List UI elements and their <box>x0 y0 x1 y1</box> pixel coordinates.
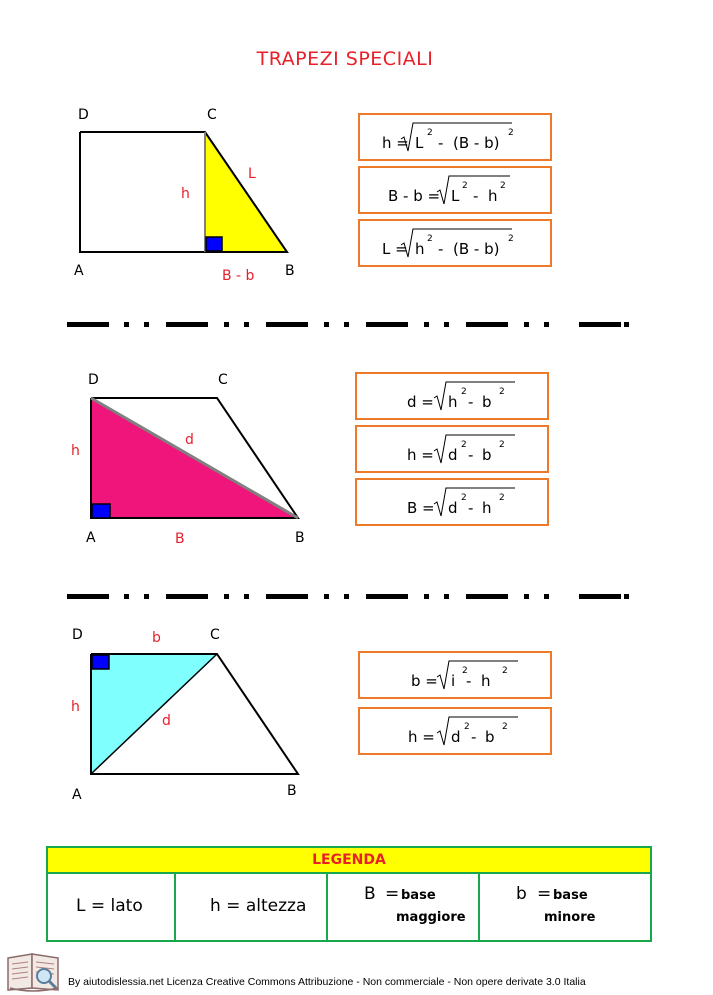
formula-box-d <box>355 372 549 420</box>
figure1-label-D: D <box>78 107 89 123</box>
legend-word-base: base <box>401 888 436 903</box>
formula-term-b: b <box>482 446 492 464</box>
formula-exp-a: 2 <box>464 722 470 732</box>
formula-exp-b: 2 <box>502 722 508 732</box>
formula-lhs: h = <box>408 728 435 746</box>
formula-term-a: L <box>451 187 460 205</box>
figure1-label-L: L <box>248 166 256 182</box>
legend-cell-lato <box>48 874 176 940</box>
formula-box-h <box>358 113 552 161</box>
footer-license: By aiutodislessia.net Licenza Creative Commons Attribuzione - Non commerciale - Non opere derivate 3.0 Italia <box>68 976 586 988</box>
figure2-label-A: A <box>86 530 96 546</box>
figure3-label-d: d <box>162 713 171 729</box>
formula-exp-a: 2 <box>462 666 468 676</box>
formula-exp-b: 2 <box>499 440 505 450</box>
figure2-label-B: B <box>295 530 305 546</box>
formula-exp-b: 2 <box>508 128 514 138</box>
figure3-label-A: A <box>72 787 82 803</box>
formula-lhs: h = <box>407 446 434 464</box>
legend-cell-base-minore <box>480 874 650 940</box>
formula-lhs: b = <box>411 672 438 690</box>
formula-term-b: b <box>485 728 495 746</box>
formula-term-b: (B - b) <box>453 134 500 152</box>
formula-box-b <box>358 651 552 699</box>
formula-term-a: i <box>451 672 456 690</box>
formula-op: - <box>466 672 472 690</box>
figure3-label-b: b <box>152 630 161 646</box>
legend-eq: = <box>385 884 400 904</box>
legend-cell-altezza <box>176 874 328 940</box>
formula-exp-a: 2 <box>427 234 433 244</box>
formula-lhs: L = <box>382 240 408 258</box>
legend-word-base: base <box>553 888 588 903</box>
formula-op: - <box>468 393 474 411</box>
figure3-label-h: h <box>71 699 80 715</box>
figure1-right-angle <box>206 237 222 251</box>
legend-symbol-b: b <box>516 884 527 904</box>
figure1-label-h: h <box>181 186 190 202</box>
legend-eq: = <box>537 884 552 904</box>
formula-term-a: d <box>448 499 458 517</box>
formula-term-b: h <box>482 499 492 517</box>
figure2-label-base: B <box>175 531 185 547</box>
formula-op: - <box>471 728 477 746</box>
formula-box-B <box>355 478 549 526</box>
figure3-right-angle <box>92 655 109 669</box>
formula-lhs: h = <box>382 134 409 152</box>
figure1-label-base-diff: B - b <box>222 268 255 284</box>
formula-term-a: d <box>448 446 458 464</box>
formula-op: - <box>438 240 444 258</box>
figure3-label-C: C <box>210 627 220 643</box>
formula-exp-a: 2 <box>461 493 467 503</box>
formula-box-h2 <box>355 425 549 473</box>
dash-dot-separator <box>64 590 644 604</box>
formula-exp-a: 2 <box>461 387 467 397</box>
formula-box-h3 <box>358 707 552 755</box>
formula-term-a: L <box>415 134 424 152</box>
figure3-label-D: D <box>72 627 83 643</box>
legend-header: LEGENDA <box>48 848 650 874</box>
figure2-trapezoid <box>60 380 320 540</box>
formula-exp-a: 2 <box>427 128 433 138</box>
legend-cell-base-maggiore <box>328 874 480 940</box>
figure2-label-h: h <box>71 443 80 459</box>
figure2-label-D: D <box>88 372 99 388</box>
formula-lhs: B - b = <box>388 187 441 205</box>
figure1-label-C: C <box>207 107 217 123</box>
formula-op: - <box>473 187 479 205</box>
figure1-trapezoid <box>60 100 320 290</box>
formula-term-a: h <box>448 393 458 411</box>
formula-exp-a: 2 <box>462 181 468 191</box>
dash-dot-separator <box>64 318 644 332</box>
legend-symbol-B: B <box>364 884 376 904</box>
formula-term-a: d <box>451 728 461 746</box>
formula-op: - <box>468 499 474 517</box>
formula-exp-b: 2 <box>508 234 514 244</box>
figure2-label-C: C <box>218 372 228 388</box>
formula-exp-b: 2 <box>500 181 506 191</box>
figure2-label-d: d <box>185 432 194 448</box>
formula-lhs: d = <box>407 393 434 411</box>
formula-box-base-diff <box>358 166 552 214</box>
formula-exp-b: 2 <box>499 387 505 397</box>
formula-op: - <box>438 134 444 152</box>
legend-lato: L = lato <box>76 896 143 916</box>
figure1-label-B: B <box>285 263 295 279</box>
figure3-label-B: B <box>287 783 297 799</box>
formula-lhs: B = <box>407 499 435 517</box>
figure3-trapezoid <box>60 640 320 790</box>
figure2-right-angle <box>92 504 110 518</box>
formula-term-b: (B - b) <box>453 240 500 258</box>
formula-box-L <box>358 219 552 267</box>
legend-table <box>46 846 652 942</box>
formula-op: - <box>468 446 474 464</box>
legend-altezza: h = altezza <box>210 896 307 916</box>
page-title: TRAPEZI SPECIALI <box>256 48 434 70</box>
formula-exp-a: 2 <box>461 440 467 450</box>
formula-term-a: h <box>415 240 425 258</box>
formula-exp-b: 2 <box>499 493 505 503</box>
book-logo-icon <box>4 948 62 992</box>
legend-word-maggiore: maggiore <box>396 910 466 925</box>
formula-exp-b: 2 <box>502 666 508 676</box>
formula-term-b: h <box>481 672 491 690</box>
legend-word-minore: minore <box>544 910 596 925</box>
formula-term-b: b <box>482 393 492 411</box>
figure1-label-A: A <box>74 263 84 279</box>
formula-term-b: h <box>488 187 498 205</box>
